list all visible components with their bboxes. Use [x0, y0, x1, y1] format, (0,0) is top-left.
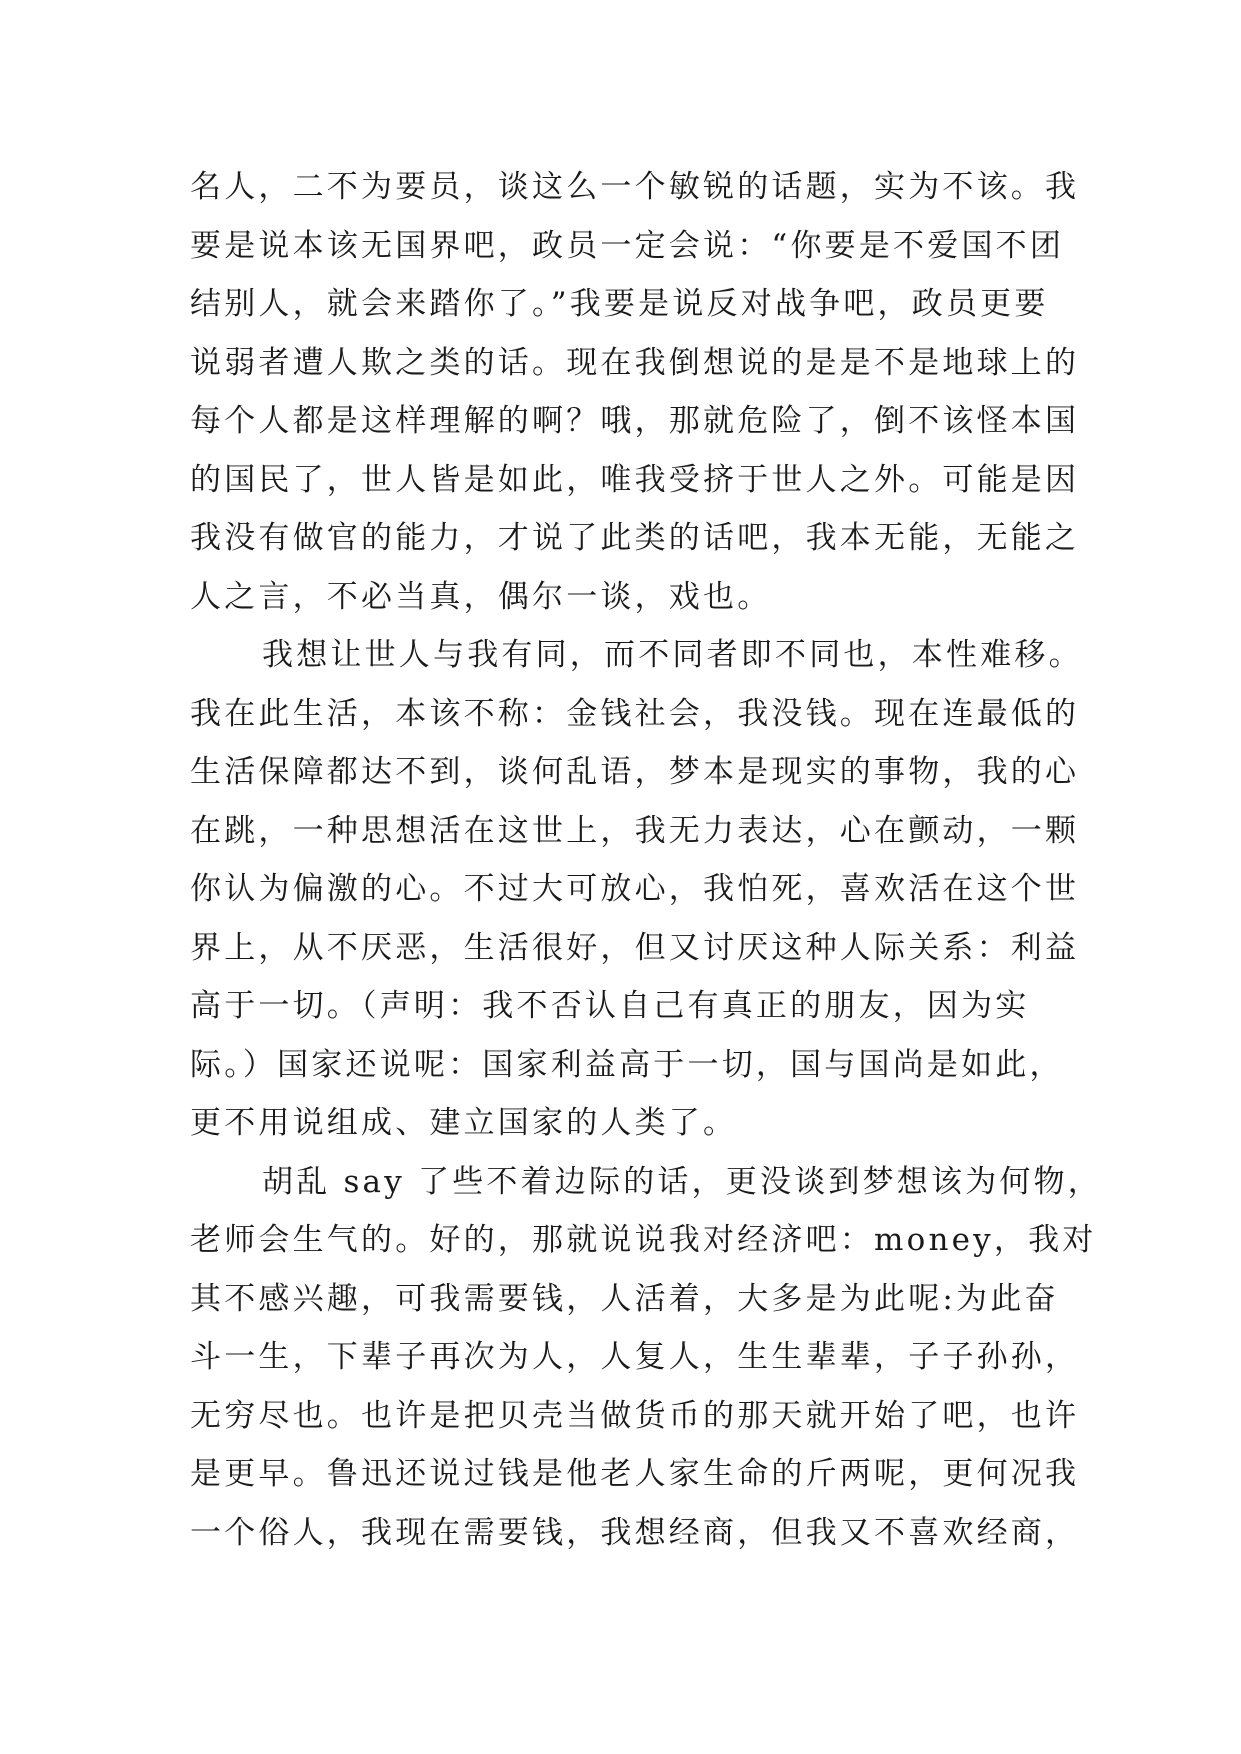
paragraph-first-line: 胡乱 say 了些不着边际的话，更没谈到梦想该为何物，: [262, 1163, 1103, 1200]
text-line: 其不感兴趣，可我需要钱，人活着，大多是为此呢:为此奋: [190, 1280, 1059, 1317]
text-line: 老师会生气的。好的，那就说说我对经济吧：money，我对: [190, 1222, 1097, 1258]
paragraph-first-line: 我想让世人与我有同，而不同者即不同也，本性难移。: [262, 637, 1083, 673]
text-line: 际。）国家还说呢：国家利益高于一切，国与国尚是如此，: [190, 1046, 1064, 1083]
text-line: 一个俗人，我现在需要钱，我想经商，但我又不喜欢经商，: [190, 1514, 1080, 1551]
text-line: 生活保障都达不到，谈何乱语，梦本是现实的事物，我的心: [190, 754, 1080, 790]
text-line: 在跳，一种思想活在这世上，我无力表达，心在颤动，一颗: [190, 812, 1080, 849]
text-line: 名人，二不为要员，谈这么一个敏锐的话题，实为不该。我: [190, 169, 1080, 205]
text-line: 结别人，就会来踏你了。”我要是说反对战争吧，政员更要: [190, 286, 1049, 322]
text-line: 每个人都是这样理解的啊？哦，那就危险了，倒不该怪本国: [190, 403, 1080, 439]
text-line: 人之言，不必当真，偶尔一谈，戏也。: [190, 578, 772, 615]
text-line: 说弱者遭人欺之类的话。现在我倒想说的是是不是地球上的: [190, 344, 1080, 381]
text-line: 的国民了，世人皆是如此，唯我受挤于世人之外。可能是因: [190, 461, 1080, 498]
text-line: 要是说本该无国界吧，政员一定会说：“你要是不爱国不团: [190, 227, 1065, 264]
text-line: 更不用说组成、建立国家的人类了。: [190, 1105, 738, 1141]
text-line: 高于一切。（声明：我不否认自己有真正的朋友，因为实: [190, 988, 1030, 1024]
text-line: 是更早。鲁迅还说过钱是他老人家生命的斤两呢，更何况我: [190, 1456, 1080, 1492]
text-line: 你认为偏激的心。不过大可放心，我怕死，喜欢活在这个世: [190, 871, 1080, 907]
text-line: 无穷尽也。也许是把贝壳当做货币的那天就开始了吧，也许: [190, 1397, 1080, 1434]
text-line: 我没有做官的能力，才说了此类的话吧，我本无能，无能之: [190, 520, 1080, 556]
text-line: 界上，从不厌恶，生活很好，但又讨厌这种人际关系：利益: [190, 929, 1080, 966]
text-line: 斗一生，下辈子再次为人，人复人，生生辈辈，子子孙孙，: [190, 1339, 1080, 1375]
body-text: [190, 158, 1103, 1562]
text-line: 我在此生活，本该不称：金钱社会，我没钱。现在连最低的: [190, 695, 1080, 732]
